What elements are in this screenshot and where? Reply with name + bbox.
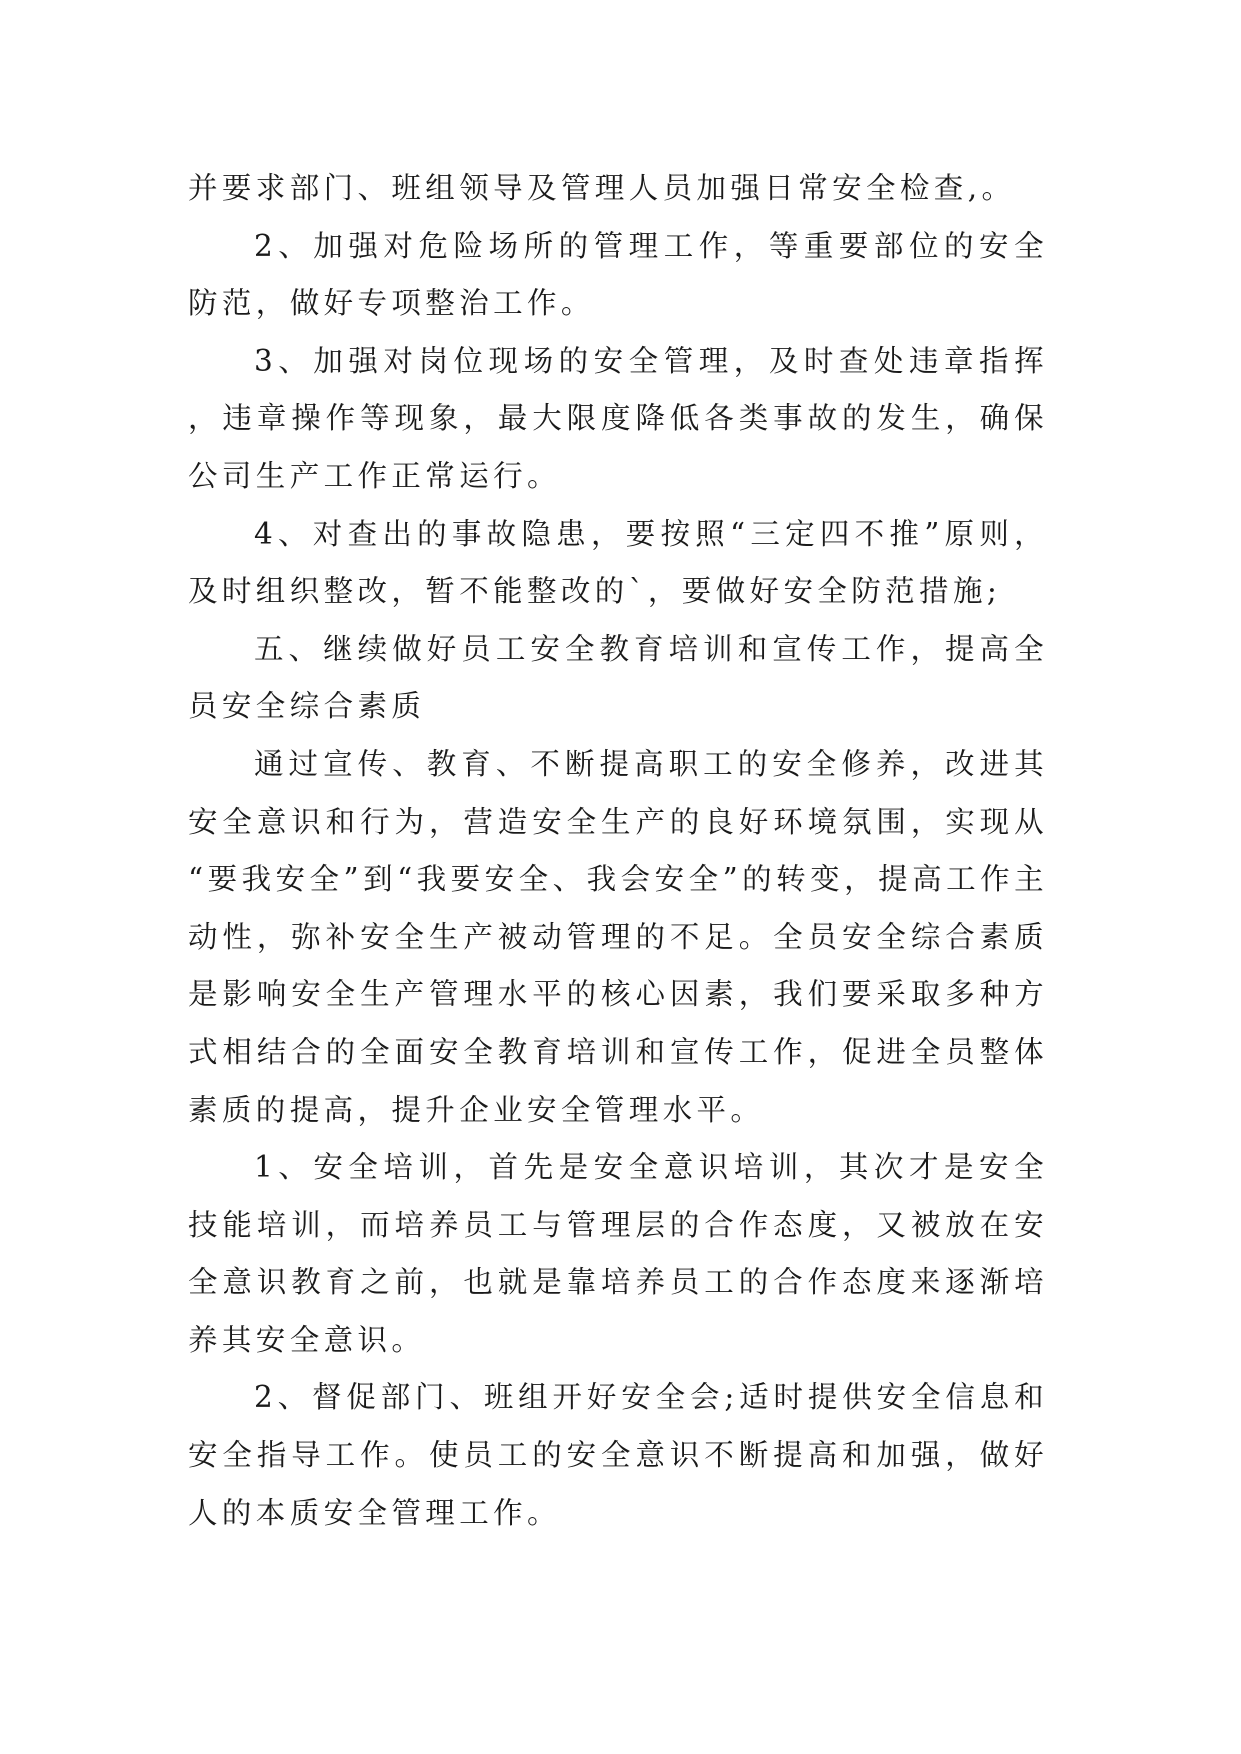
paragraph-item-1-safety-training: 1、安全培训，首先是安全意识培训，其次才是安全技能培训，而培养员工与管理层的合作态度，又被放在安全意识教育之前，也就是靠培养员工的合作态度来逐渐培养其安全意识。 [188, 1150, 1048, 1357]
paragraph-training-intro: 通过宣传、教育、不断提高职工的安全修养，改进其安全意识和行为，营造安全生产的良好环境氛围，实现从“要我安全”到“我要安全、我会安全”的转变，提高工作主动性，弥补安全生产被动管理的不足。全员安全综合素质是影响安全生产管理水平的核心因素，我们要采取多种方式相结合的全面安全教育培训和宣传工作，促进全员整体素质的提高，提升企业安全管理水平。 [188, 746, 1048, 1127]
paragraph-item-3-site-management: 3、加强对岗位现场的安全管理，及时查处违章指挥，违章操作等现象，最大限度降低各类事故的发生，确保公司生产工作正常运行。 [188, 343, 1048, 493]
paragraph-item-2-hazard-sites: 2、加强对危险场所的管理工作，等重要部位的安全防范，做好专项整治工作。 [188, 228, 1048, 321]
paragraph-item-4-hidden-dangers: 4、对查出的事故隐患，要按照“三定四不推”原则，及时组织整改，暂不能整改的`，要做好安全防范措施; [188, 516, 1048, 609]
section-heading-5-training: 五、继续做好员工安全教育培训和宣传工作，提高全员安全综合素质 [188, 631, 1048, 724]
paragraph-item-2-safety-meetings: 2、督促部门、班组开好安全会;适时提供安全信息和安全指导工作。使员工的安全意识不断提高和加强，做好人的本质安全管理工作。 [188, 1380, 1048, 1530]
paragraph-continued-requirement: 并要求部门、班组领导及管理人员加强日常安全检查,。 [188, 171, 1016, 205]
document-body [188, 160, 1048, 1542]
